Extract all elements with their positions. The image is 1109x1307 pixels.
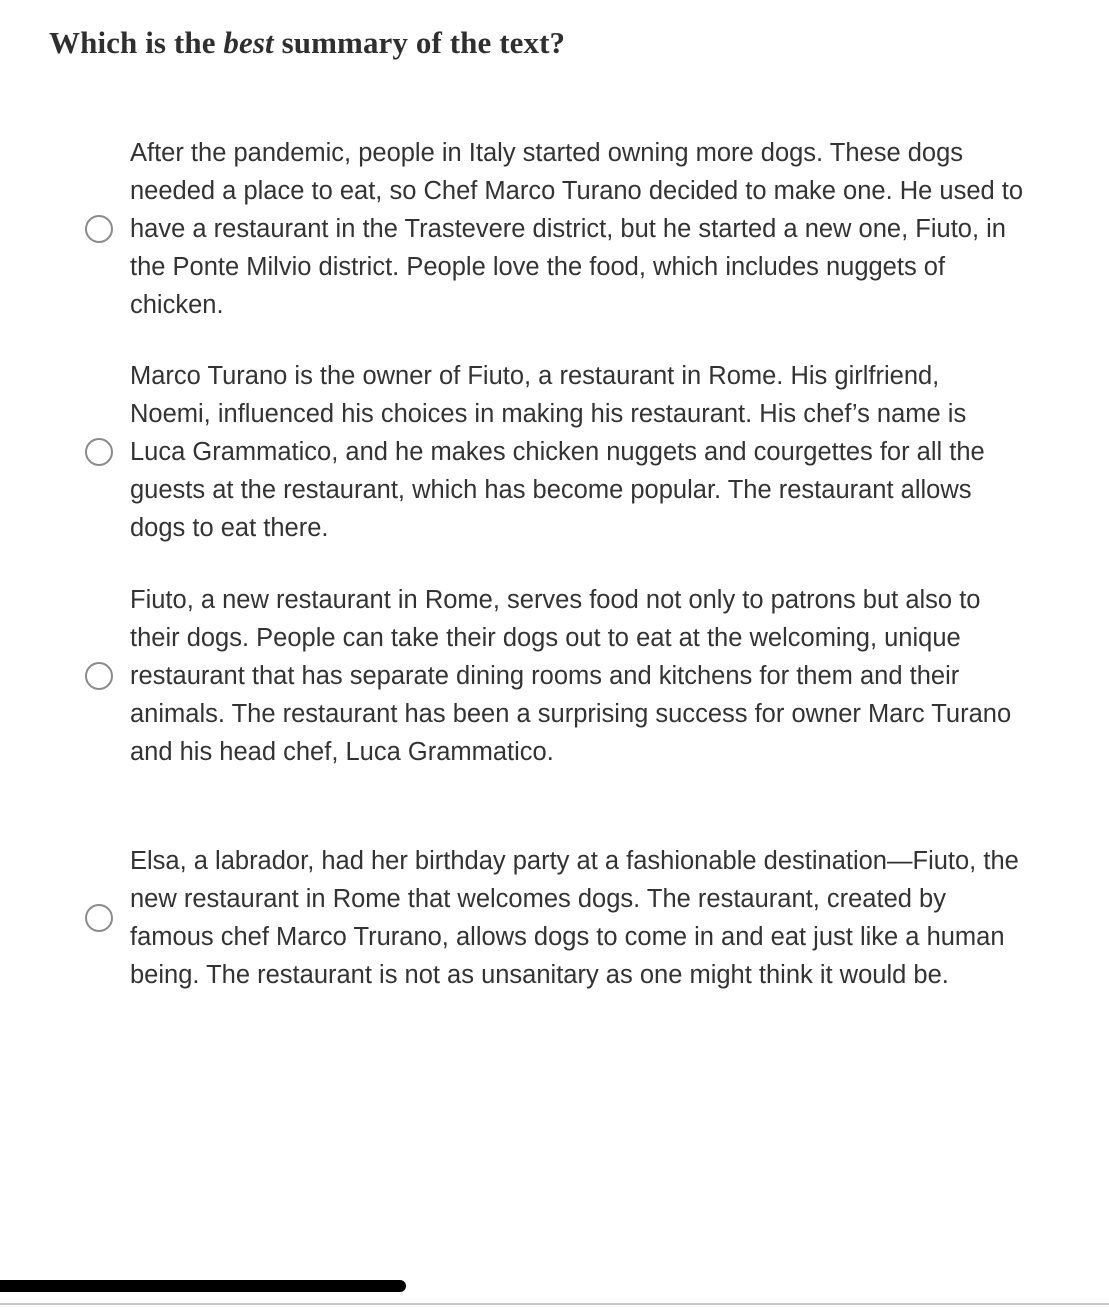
- answer-option-4[interactable]: [85, 842, 1025, 994]
- answer-option-3-text[interactable]: Fiuto, a new restaurant in Rome, serves food not only to patrons but also to their dogs. People can take their dogs out to eat at the welcoming, unique restaurant that has separate dining rooms and kitchens for them and their animals. The restaurant has been a surprising success for owner Marc Turano and his head chef, Luca Grammatico.: [130, 586, 1012, 766]
- question-suffix: summary of the text?: [273, 25, 566, 60]
- answer-option-3[interactable]: [85, 581, 1025, 771]
- radio-button-2[interactable]: [85, 438, 113, 466]
- answer-option-1[interactable]: [85, 134, 1025, 324]
- answer-option-1-text[interactable]: After the pandemic, people in Italy started owning more dogs. These dogs needed a place to eat, so Chef Marco Turano decided to make one. He used to have a restaurant in the Trastevere district, but he started a new one, Fiuto, in the Ponte Milvio district. People love the food, which includes nuggets of chicken.: [130, 139, 1024, 319]
- radio-button-3[interactable]: [85, 662, 113, 690]
- question-prefix: Which is the: [49, 25, 224, 60]
- answer-option-2[interactable]: [85, 357, 1025, 547]
- radio-button-1[interactable]: [85, 215, 113, 243]
- question-prompt: [49, 25, 565, 61]
- answer-option-4-text[interactable]: Elsa, a labrador, had her birthday party at a fashionable destination—Fiuto, the new restaurant in Rome that welcomes dogs. The restaurant, created by famous chef Marco Trurano, allows dogs to come in and eat just like a human being. The restaurant is not as unsanitary as one might think it would be.: [130, 847, 1019, 989]
- progress-bar: [0, 1280, 1109, 1292]
- question-emphasis: best: [223, 25, 274, 60]
- radio-button-4[interactable]: [85, 904, 113, 932]
- bottom-divider: [0, 1303, 1109, 1305]
- answer-option-2-text[interactable]: Marco Turano is the owner of Fiuto, a restaurant in Rome. His girlfriend, Noemi, influenced his choices in making his restaurant. His chef’s name is Luca Grammatico, and he makes chicken nuggets and courgettes for all the guests at the restaurant, which has become popular. The restaurant allows dogs to eat there.: [130, 362, 985, 542]
- progress-bar-fill: [0, 1280, 406, 1292]
